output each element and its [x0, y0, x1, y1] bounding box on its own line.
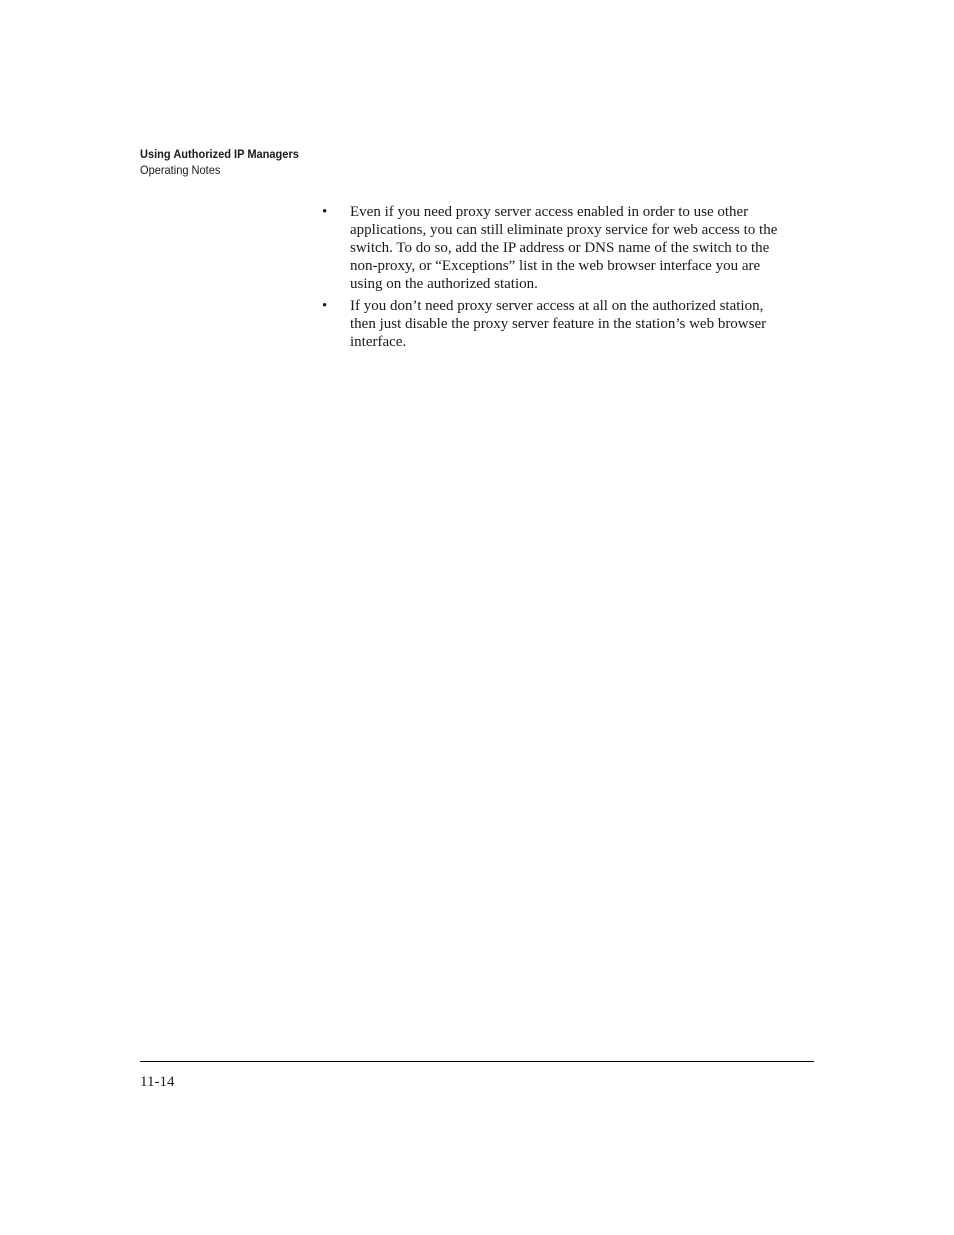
list-item — [322, 297, 792, 351]
running-header — [140, 146, 299, 178]
section-title: Operating Notes — [140, 163, 221, 177]
list-item — [322, 203, 792, 293]
footer-divider — [140, 1061, 814, 1062]
bullet-icon: • — [322, 204, 328, 220]
chapter-title: Using Authorized IP Managers — [140, 147, 299, 161]
list-item-text: If you don’t need proxy server access at all on the authorized station, then just disable the proxy server feature in the station’s web browser interface. — [350, 298, 767, 350]
bullet-list — [322, 203, 792, 355]
list-item-text: Even if you need proxy server access enabled in order to use other applications, you can still eliminate proxy service for web access to the switch. To do so, add the IP address or DNS name of the switch to the non-proxy, or “Exceptions” list in the web browser interface you are using on the authorized station. — [350, 204, 778, 292]
page-number: 11-14 — [140, 1074, 175, 1090]
bullet-icon: • — [322, 298, 328, 314]
